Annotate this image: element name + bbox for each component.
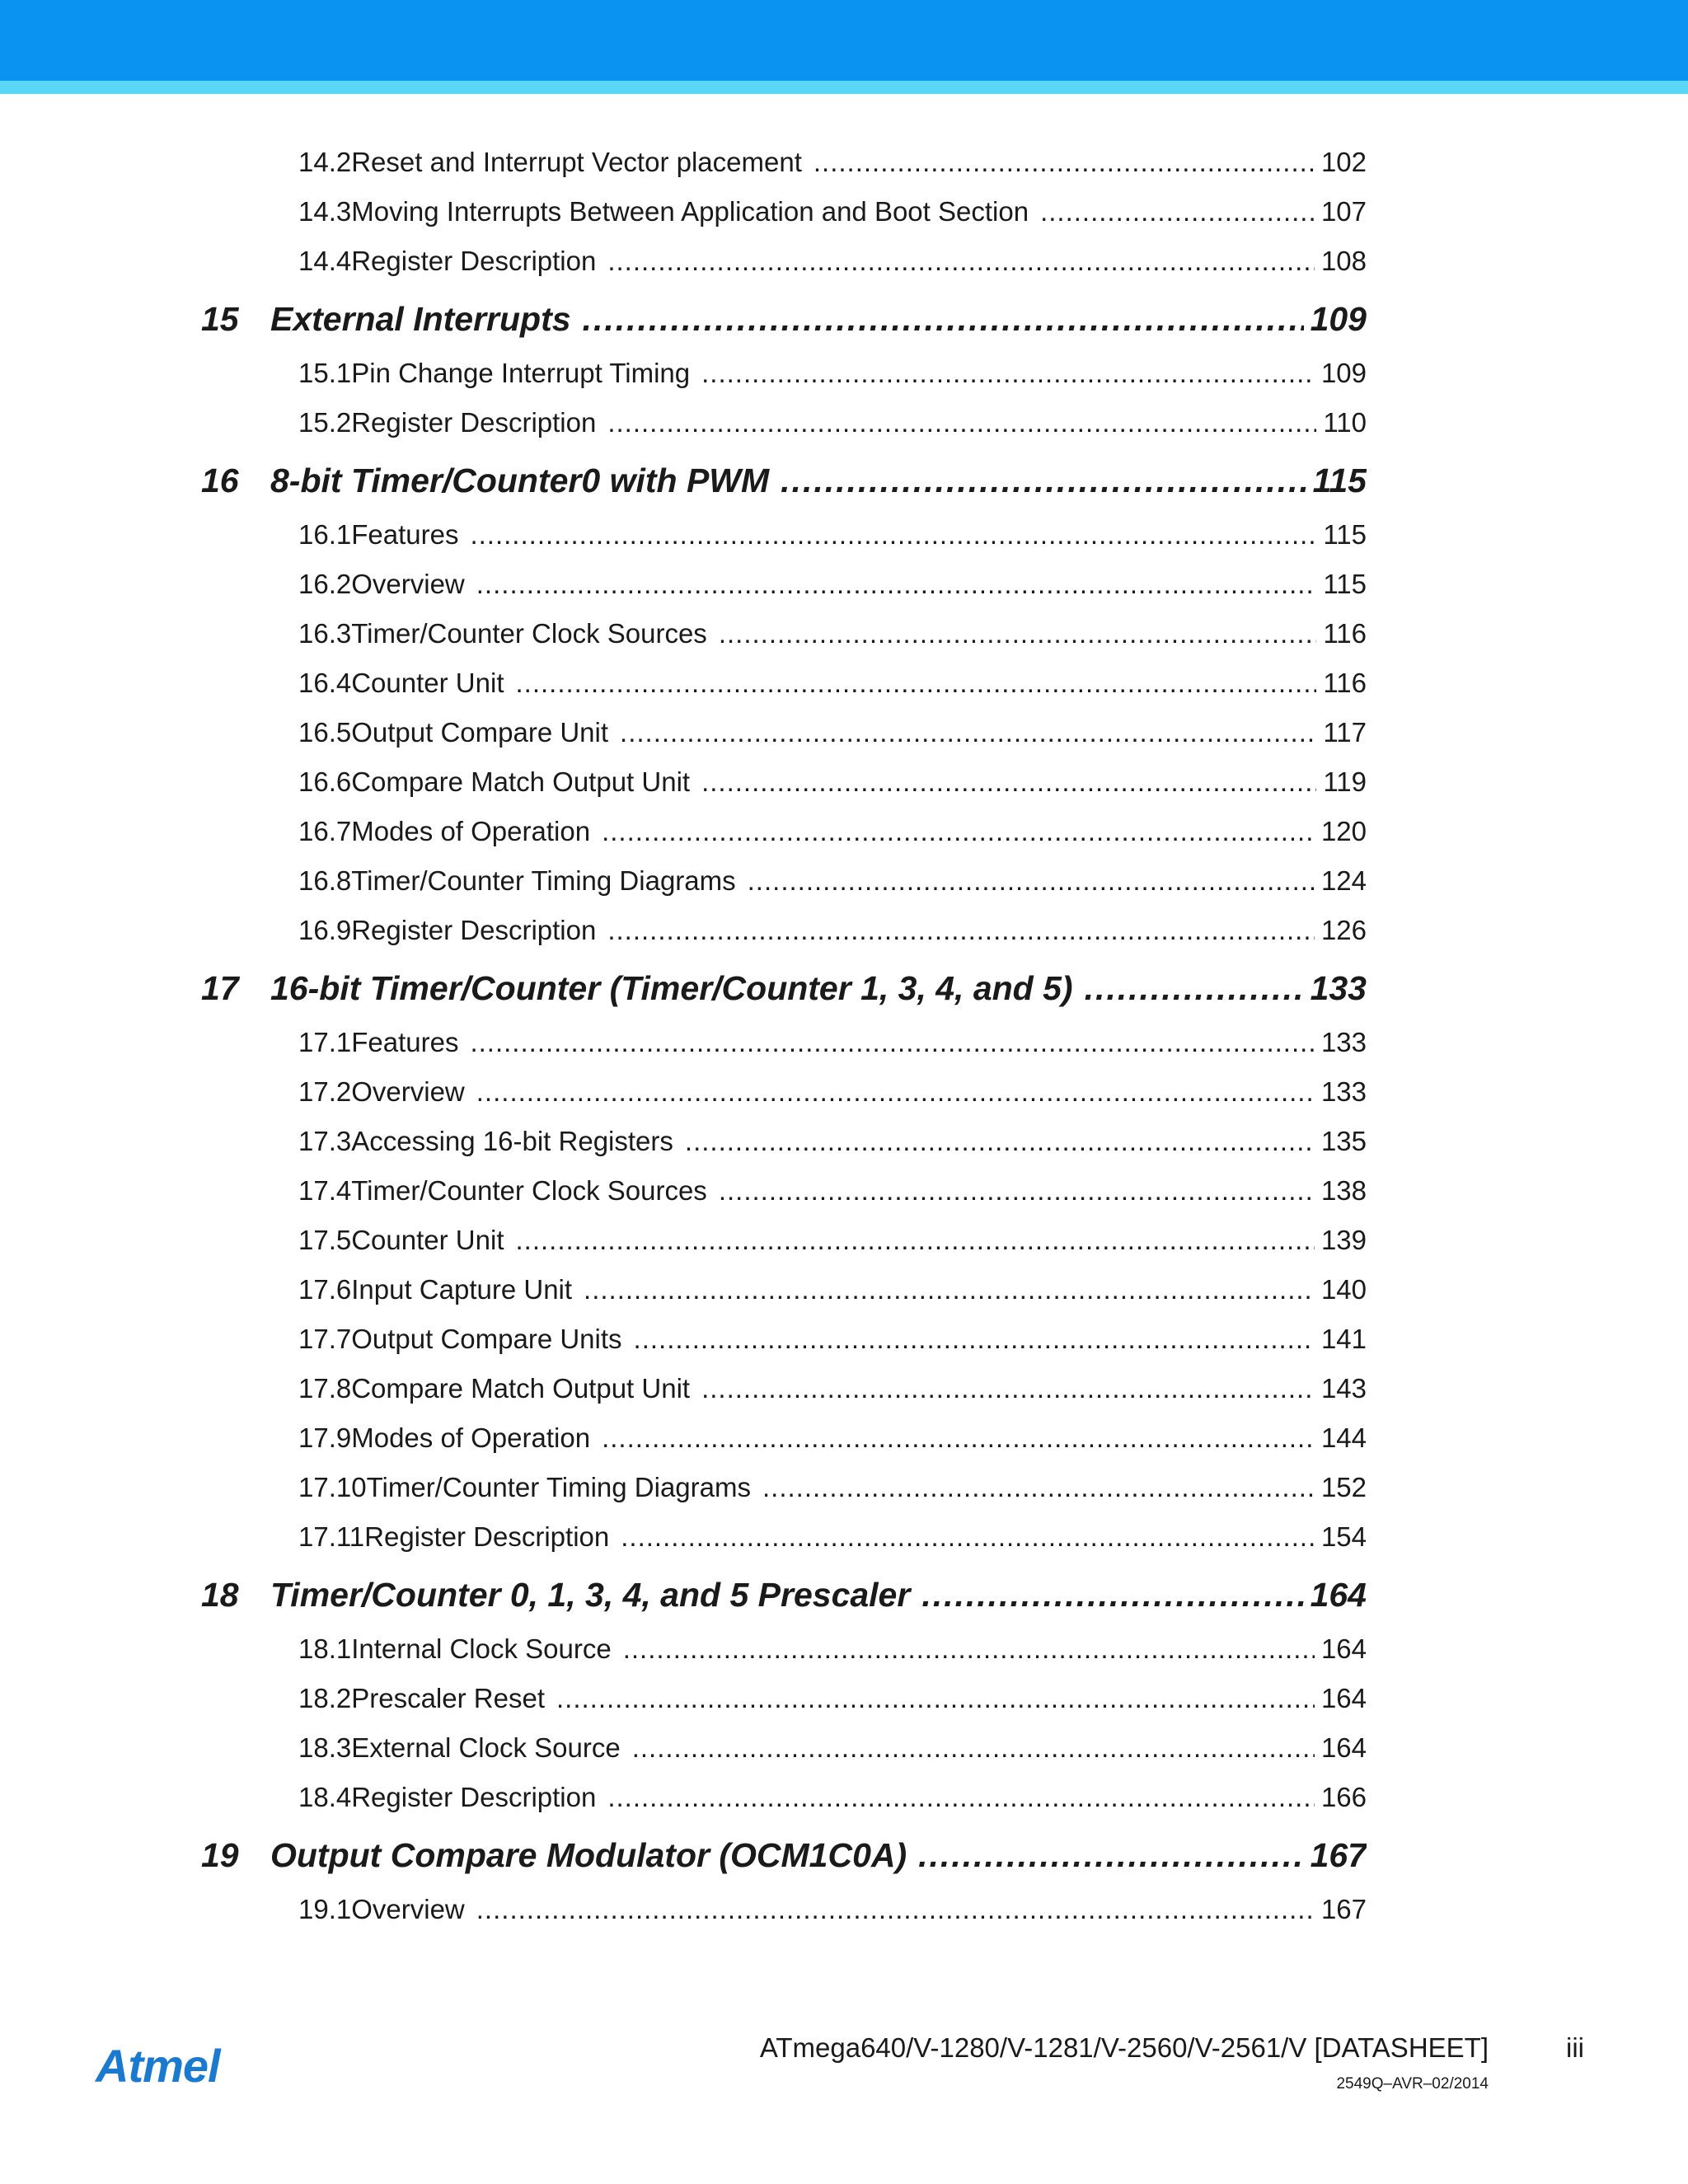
toc-entry-page: 119 <box>1323 766 1367 797</box>
dot-leader <box>556 1683 1315 1714</box>
dot-leader <box>607 407 1316 438</box>
toc-entry-page: 108 <box>1320 246 1367 276</box>
toc-entry-label: 16.5Output Compare Unit <box>298 717 609 748</box>
toc-section-entry[interactable] <box>298 1633 1367 1670</box>
toc-entry-page: 167 <box>1310 1836 1367 1874</box>
toc-section-entry[interactable] <box>298 407 1367 443</box>
toc-entry-page: 164 <box>1320 1683 1367 1713</box>
toc-entry-page: 117 <box>1323 717 1367 748</box>
toc-section-entry[interactable] <box>298 1324 1367 1360</box>
toc-entry-label: 17.11Register Description <box>298 1521 610 1552</box>
dot-leader <box>476 1076 1315 1108</box>
dot-leader <box>621 1521 1315 1553</box>
toc-section-entry[interactable] <box>298 1521 1367 1558</box>
toc-section-entry[interactable] <box>298 196 1367 232</box>
dot-leader <box>921 1576 1303 1615</box>
toc-entry-label: 14.3Moving Interrupts Between Application and Boot Section <box>298 196 1029 227</box>
toc-entry-label: 19.1Overview <box>298 1894 465 1924</box>
toc-entry-label: 14.4Register Description <box>298 246 597 276</box>
toc-entry-label: 16.7Modes of Operation <box>298 816 591 846</box>
document-number: 2549Q–AVR–02/2014 <box>1336 2075 1489 2093</box>
toc-section-entry[interactable] <box>298 668 1367 704</box>
toc-entry-page: 115 <box>1312 462 1367 499</box>
header-bar <box>0 0 1688 81</box>
toc-entry-page: 115 <box>1323 519 1367 550</box>
dot-leader <box>814 147 1315 178</box>
dot-leader <box>515 668 1316 699</box>
toc-section-entry[interactable] <box>298 519 1367 555</box>
toc-entry-label: 17.8Compare Match Output Unit <box>298 1373 691 1404</box>
dot-leader <box>1040 196 1315 227</box>
toc-entry-label: 17.5Counter Unit <box>298 1225 504 1255</box>
toc-entry-page: 107 <box>1320 196 1367 227</box>
toc-chapter-number: 18 <box>201 1576 239 1614</box>
toc-section-entry[interactable] <box>298 1894 1367 1930</box>
toc-entry-page: 143 <box>1320 1373 1367 1404</box>
dot-leader <box>515 1225 1314 1256</box>
toc-chapter-entry[interactable] <box>201 969 1367 1014</box>
dot-leader <box>584 1274 1315 1305</box>
dot-leader <box>476 1894 1315 1925</box>
toc-section-entry[interactable] <box>298 1225 1367 1261</box>
toc-chapter-entry[interactable] <box>201 300 1367 344</box>
toc-section-entry[interactable] <box>298 1076 1367 1113</box>
toc-entry-page: 110 <box>1323 407 1367 438</box>
toc-entry-page: 126 <box>1320 915 1367 945</box>
toc-section-entry[interactable] <box>298 358 1367 394</box>
header-stripe <box>0 81 1688 94</box>
toc-entry-page: 115 <box>1323 569 1367 599</box>
dot-leader <box>607 246 1315 277</box>
toc-chapter-number: 15 <box>201 300 239 338</box>
toc-entry-label: 16.4Counter Unit <box>298 668 504 698</box>
toc-section-entry[interactable] <box>298 147 1367 183</box>
toc-chapter-number: 17 <box>201 969 239 1007</box>
toc-entry-label: 17.9Modes of Operation <box>298 1422 591 1453</box>
toc-entry-label: 17.7Output Compare Units <box>298 1324 622 1354</box>
toc-entry-label: External Interrupts <box>270 300 571 338</box>
toc-entry-label: 17.1Features <box>298 1027 459 1057</box>
toc-section-entry[interactable] <box>298 1175 1367 1212</box>
dot-leader <box>634 1324 1315 1355</box>
toc-entry-label: 15.2Register Description <box>298 407 597 438</box>
toc-entry-label: 8-bit Timer/Counter0 with PWM <box>270 462 770 499</box>
toc-entry-page: 139 <box>1320 1225 1367 1255</box>
dot-leader <box>602 1422 1315 1454</box>
toc-chapter-entry[interactable] <box>201 1836 1367 1881</box>
dot-leader <box>607 915 1315 946</box>
toc-section-entry[interactable] <box>298 1732 1367 1769</box>
toc-entry-page: 152 <box>1320 1472 1367 1502</box>
toc-section-entry[interactable] <box>298 1274 1367 1310</box>
toc-entry-label: 18.1Internal Clock Source <box>298 1633 612 1664</box>
toc-entry-page: 138 <box>1320 1175 1367 1206</box>
toc-entry-label: 17.2Overview <box>298 1076 465 1107</box>
toc-entry-page: 133 <box>1310 969 1367 1007</box>
toc-entry-page: 116 <box>1323 618 1367 649</box>
dot-leader <box>583 300 1304 339</box>
toc-section-entry[interactable] <box>298 618 1367 654</box>
dot-leader <box>607 1782 1315 1813</box>
toc-entry-page: 154 <box>1320 1521 1367 1552</box>
toc-section-entry[interactable] <box>298 766 1367 803</box>
toc-entry-page: 133 <box>1320 1027 1367 1057</box>
toc-entry-label: 17.6Input Capture Unit <box>298 1274 573 1305</box>
toc-entry-page: 109 <box>1320 358 1367 388</box>
toc-entry-page: 164 <box>1320 1633 1367 1664</box>
dot-leader <box>685 1126 1315 1157</box>
dot-leader <box>701 358 1315 389</box>
dot-leader <box>620 717 1316 748</box>
toc-entry-label: 16.1Features <box>298 519 459 550</box>
toc-entry-page: 166 <box>1320 1782 1367 1812</box>
toc-entry-label: Timer/Counter 0, 1, 3, 4, and 5 Prescaler <box>270 1576 911 1614</box>
toc-entry-label: 18.3External Clock Source <box>298 1732 621 1763</box>
toc-section-entry[interactable] <box>298 1027 1367 1063</box>
toc-chapter-entry[interactable] <box>201 462 1367 506</box>
toc-entry-page: 164 <box>1320 1732 1367 1763</box>
dot-leader <box>748 865 1315 897</box>
dot-leader <box>719 1175 1315 1207</box>
toc-entry-label: 14.2Reset and Interrupt Vector placement <box>298 147 802 177</box>
dot-leader <box>719 618 1317 649</box>
toc-section-entry[interactable] <box>298 915 1367 951</box>
toc-entry-page: 140 <box>1320 1274 1367 1305</box>
toc-section-entry[interactable] <box>298 816 1367 852</box>
toc-entry-page: 120 <box>1320 816 1367 846</box>
toc-entry-label: 16.2Overview <box>298 569 465 599</box>
dot-leader <box>470 1027 1314 1058</box>
toc-entry-label: Output Compare Modulator (OCM1C0A) <box>270 1836 907 1874</box>
toc-section-entry[interactable] <box>298 1472 1367 1508</box>
toc-entry-page: 167 <box>1320 1894 1367 1924</box>
dot-leader <box>476 569 1317 600</box>
toc-section-entry[interactable] <box>298 1683 1367 1719</box>
dot-leader <box>1085 969 1304 1008</box>
toc-section-entry[interactable] <box>298 569 1367 605</box>
toc-entry-label: 16.8Timer/Counter Timing Diagrams <box>298 865 736 896</box>
dot-leader <box>623 1633 1315 1665</box>
dot-leader <box>701 766 1316 798</box>
toc-section-entry[interactable] <box>298 1782 1367 1818</box>
dot-leader <box>470 519 1316 551</box>
toc-section-entry[interactable] <box>298 246 1367 282</box>
toc-entry-label: 17.10Timer/Counter Timing Diagrams <box>298 1472 751 1502</box>
toc-entry-label: 17.3Accessing 16-bit Registers <box>298 1126 673 1156</box>
toc-entry-page: 141 <box>1320 1324 1367 1354</box>
atmel-logo: Atmel <box>96 2040 220 2092</box>
toc-entry-label: 18.4Register Description <box>298 1782 597 1812</box>
dot-leader <box>602 816 1315 847</box>
toc-chapter-entry[interactable] <box>201 1576 1367 1620</box>
toc-chapter-number: 16 <box>201 462 239 499</box>
toc-entry-label: 18.2Prescaler Reset <box>298 1683 545 1713</box>
toc-entry-label: 16-bit Timer/Counter (Timer/Counter 1, 3, 4, and 5) <box>270 969 1073 1007</box>
toc-section-entry[interactable] <box>298 1373 1367 1409</box>
toc-entry-label: 17.4Timer/Counter Clock Sources <box>298 1175 707 1206</box>
toc-entry-page: 109 <box>1310 300 1367 338</box>
toc-entry-page: 116 <box>1323 668 1367 698</box>
dot-leader <box>762 1472 1315 1503</box>
toc-section-entry[interactable] <box>298 1126 1367 1162</box>
dot-leader <box>781 462 1306 500</box>
toc-entry-page: 133 <box>1320 1076 1367 1107</box>
toc-entry-label: 16.6Compare Match Output Unit <box>298 766 691 797</box>
toc-section-entry[interactable] <box>298 1422 1367 1459</box>
toc-entry-label: 15.1Pin Change Interrupt Timing <box>298 358 691 388</box>
dot-leader <box>632 1732 1315 1764</box>
toc-section-entry[interactable] <box>298 865 1367 902</box>
toc-chapter-number: 19 <box>201 1836 239 1874</box>
toc-entry-page: 164 <box>1310 1576 1367 1614</box>
dot-leader <box>918 1836 1303 1875</box>
toc-entry-page: 102 <box>1320 147 1367 177</box>
page-number: iii <box>1566 2032 1584 2063</box>
toc-entry-label: 16.3Timer/Counter Clock Sources <box>298 618 707 649</box>
toc-section-entry[interactable] <box>298 717 1367 753</box>
toc-entry-label: 16.9Register Description <box>298 915 597 945</box>
toc-entry-page: 135 <box>1320 1126 1367 1156</box>
toc-entry-page: 124 <box>1320 865 1367 896</box>
document-title: ATmega640/V-1280/V-1281/V-2560/V-2561/V [DATASHEET] <box>759 2032 1489 2063</box>
toc-entry-page: 144 <box>1320 1422 1367 1453</box>
dot-leader <box>701 1373 1315 1404</box>
